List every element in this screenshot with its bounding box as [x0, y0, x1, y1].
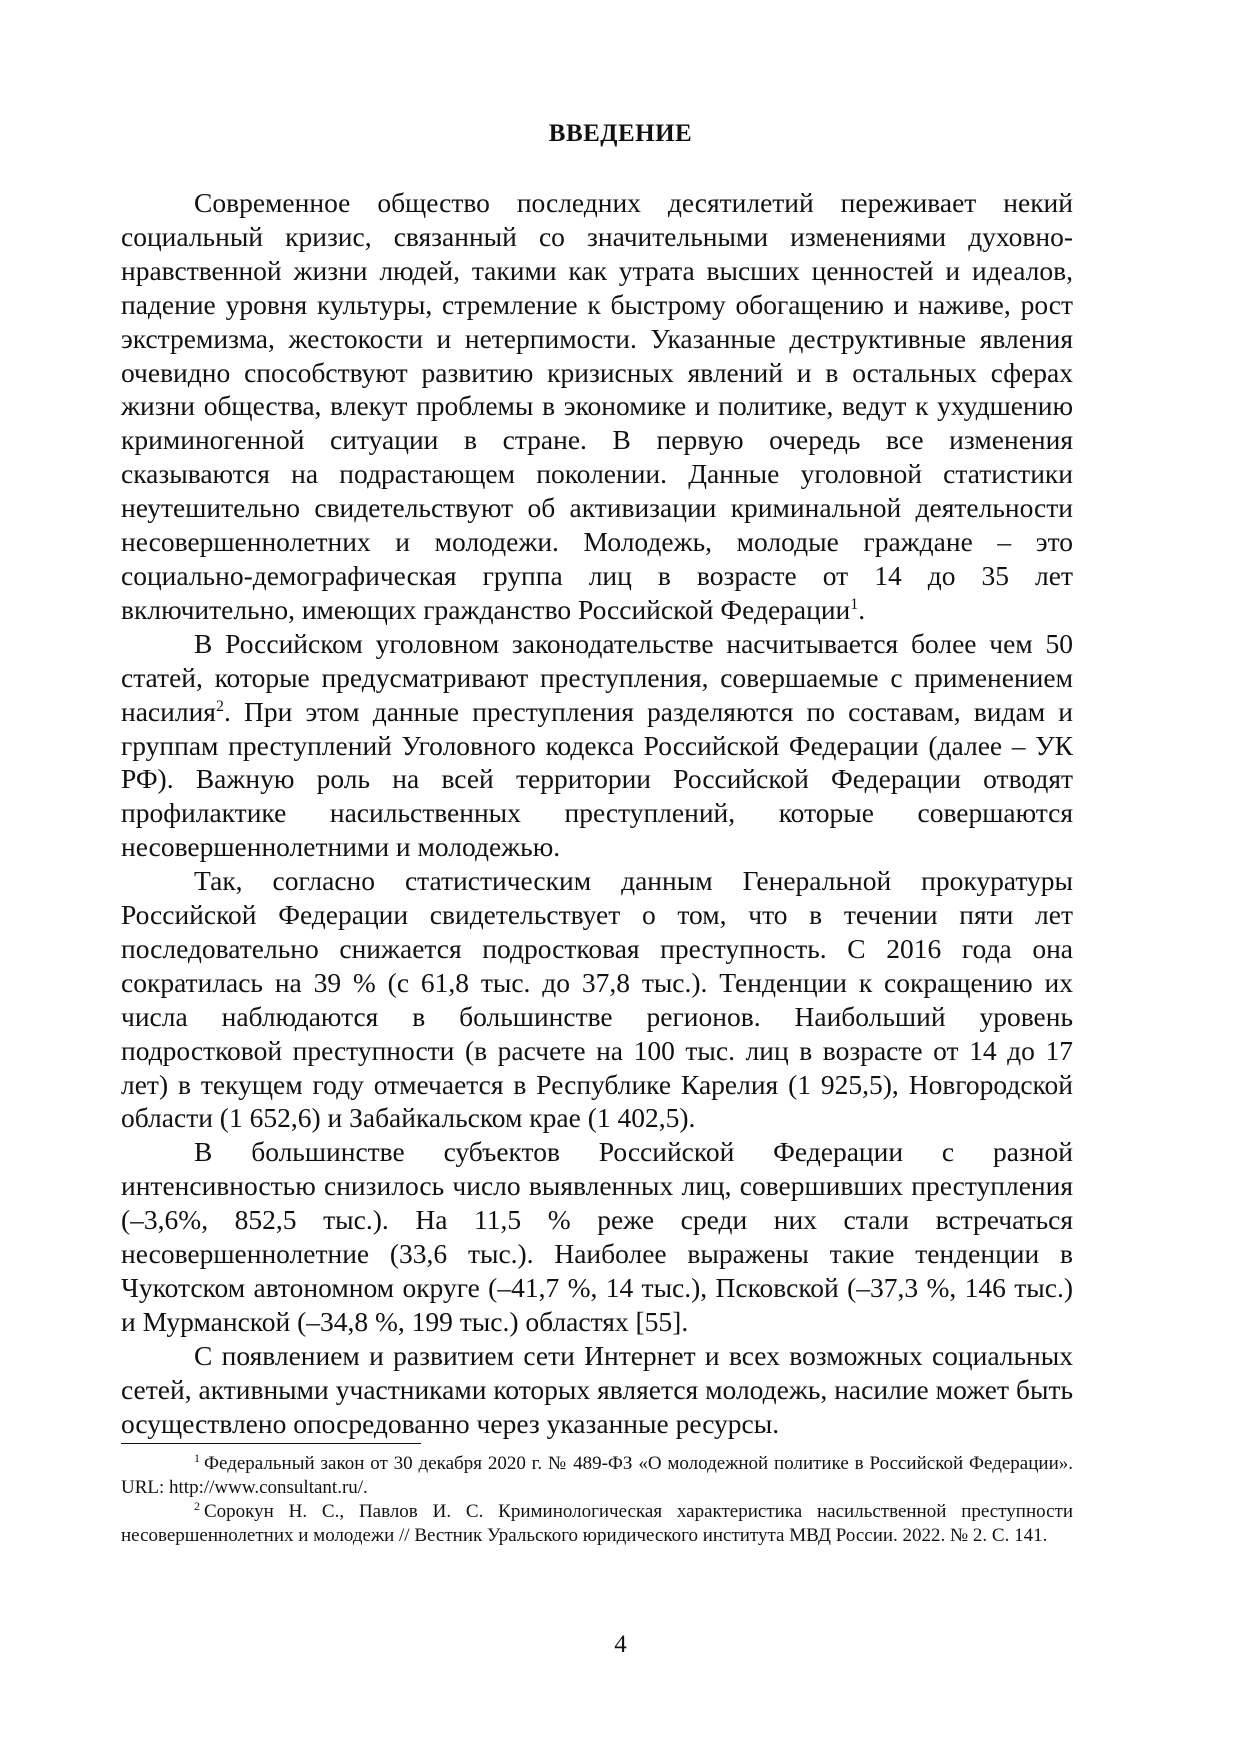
body-text: [121, 186, 1073, 1441]
footnote-2-text: Сорокун Н. С., Павлов И. С. Криминологическая характеристика насильственной преступности несовершеннолетних и молодежи // Вестник Уральского юридического института МВД России. 2022. № 2. С. 141.: [121, 1501, 1073, 1546]
paragraph-3-text: Так, согласно статистическим данным Генеральной прокуратуры Российской Федерации свидетельствует о том, что в течении пяти лет последовательно снижается подростковая преступность. С 2016 года она сократилась на 39 % (с 61,8 тыс. до 37,8 тыс.). Тенденции к сокращению их числа наблюдаются в большинстве регионов. Наибольший уровень подростковой преступности (в расчете на 100 тыс. лиц в возрасте от 14 до 17 лет) в текущем году отмечается в Республике Карелия (1 925,5), Новгородской области (1 652,6) и Забайкальском крае (1 402,5).: [121, 865, 1073, 1134]
section-title: ВВЕДЕНИЕ: [548, 120, 693, 147]
footnote-2-mark: 2: [194, 1498, 200, 1513]
footnote-2: [121, 1500, 1073, 1548]
paragraph-1: [121, 186, 1073, 627]
paragraph-1-text: Современное общество последних десятилетий переживает некий социальный кризис, связанный со значительными изменениями духовно-нравственной жизни людей, такими как утрата высших ценностей и идеалов, падение уровня культуры, стремление к быстрому обогащению и наживе, рост экстремизма, жестокости и нетерпимости. Указанные деструктивные явления очевидно способствуют развитию кризисных явлений и в остальных сферах жизни общества, влекут проблемы в экономике и политике, ведут к ухудшению криминогенной ситуации в стране. В первую очередь все изменения сказываются на подрастающем поколении. Данные уголовной статистики неутешительно свидетельствуют об активизации криминальной деятельности несовершеннолетних и молодежи. Молодежь, молодые граждане – это социально-демографическая группа лиц в возрасте от 14 до 35 лет включительно, имеющих гражданство Российской Федерации: [121, 187, 1073, 625]
paragraph-2-text: В Российском уголовном законодательстве насчитывается более чем 50 статей, которые предусматривают преступления, совершаемые с применением насилия: [121, 627, 1073, 727]
footnote-ref-1[interactable]: 1: [850, 595, 859, 613]
paragraph-4: [121, 1135, 1073, 1338]
page-number: 4: [614, 1631, 627, 1658]
paragraph-4-text: В большинстве субъектов Российской Федерации с разной интенсивностью снизилось число выявленных лиц, совершивших преступления (–3,6%, 852,5 тыс.). На 11,5 % реже среди них стали встречаться несовершеннолетние (33,6 тыс.). Наиболее выражены такие тенденции в Чукотском автономном округе (–41,7 %, 14 тыс.), Псковской (–37,3 %, 146 тыс.) и Мурманской (–34,8 %, 199 тыс.) областях [55].: [121, 1136, 1073, 1337]
footnote-ref-2[interactable]: 2: [215, 697, 224, 715]
paragraph-1-tail: .: [858, 593, 866, 625]
paragraph-5-text: С появлением и развитием сети Интернет и всех возможных социальных сетей, активными участниками которых является молодежь, насилие может быть осуществлено опосредованно через указанные ресурсы.: [121, 1339, 1073, 1439]
paragraph-2: [121, 627, 1073, 864]
footnote-1: [121, 1452, 1073, 1500]
footnote-1-mark: 1: [194, 1450, 200, 1465]
paragraph-2-tail: . При этом данные преступления разделяются по составам, видам и группам преступлений Уголовного кодекса Российской Федерации (далее – УК РФ). Важную роль на всей территории Российской Федерации отводят профилактике насильственных преступлений, которые совершаются несовершеннолетними и молодежью.: [121, 695, 1073, 863]
footnote-1-text: Федеральный закон от 30 декабря 2020 г. № 489-ФЗ «О молодежной политике в Российской Федерации». URL: http://www.consultant.ru/.: [121, 1453, 1073, 1498]
paragraph-5: [121, 1339, 1073, 1441]
paragraph-3: [121, 864, 1073, 1135]
footnotes: [121, 1452, 1073, 1548]
footnote-divider: [121, 1443, 421, 1444]
